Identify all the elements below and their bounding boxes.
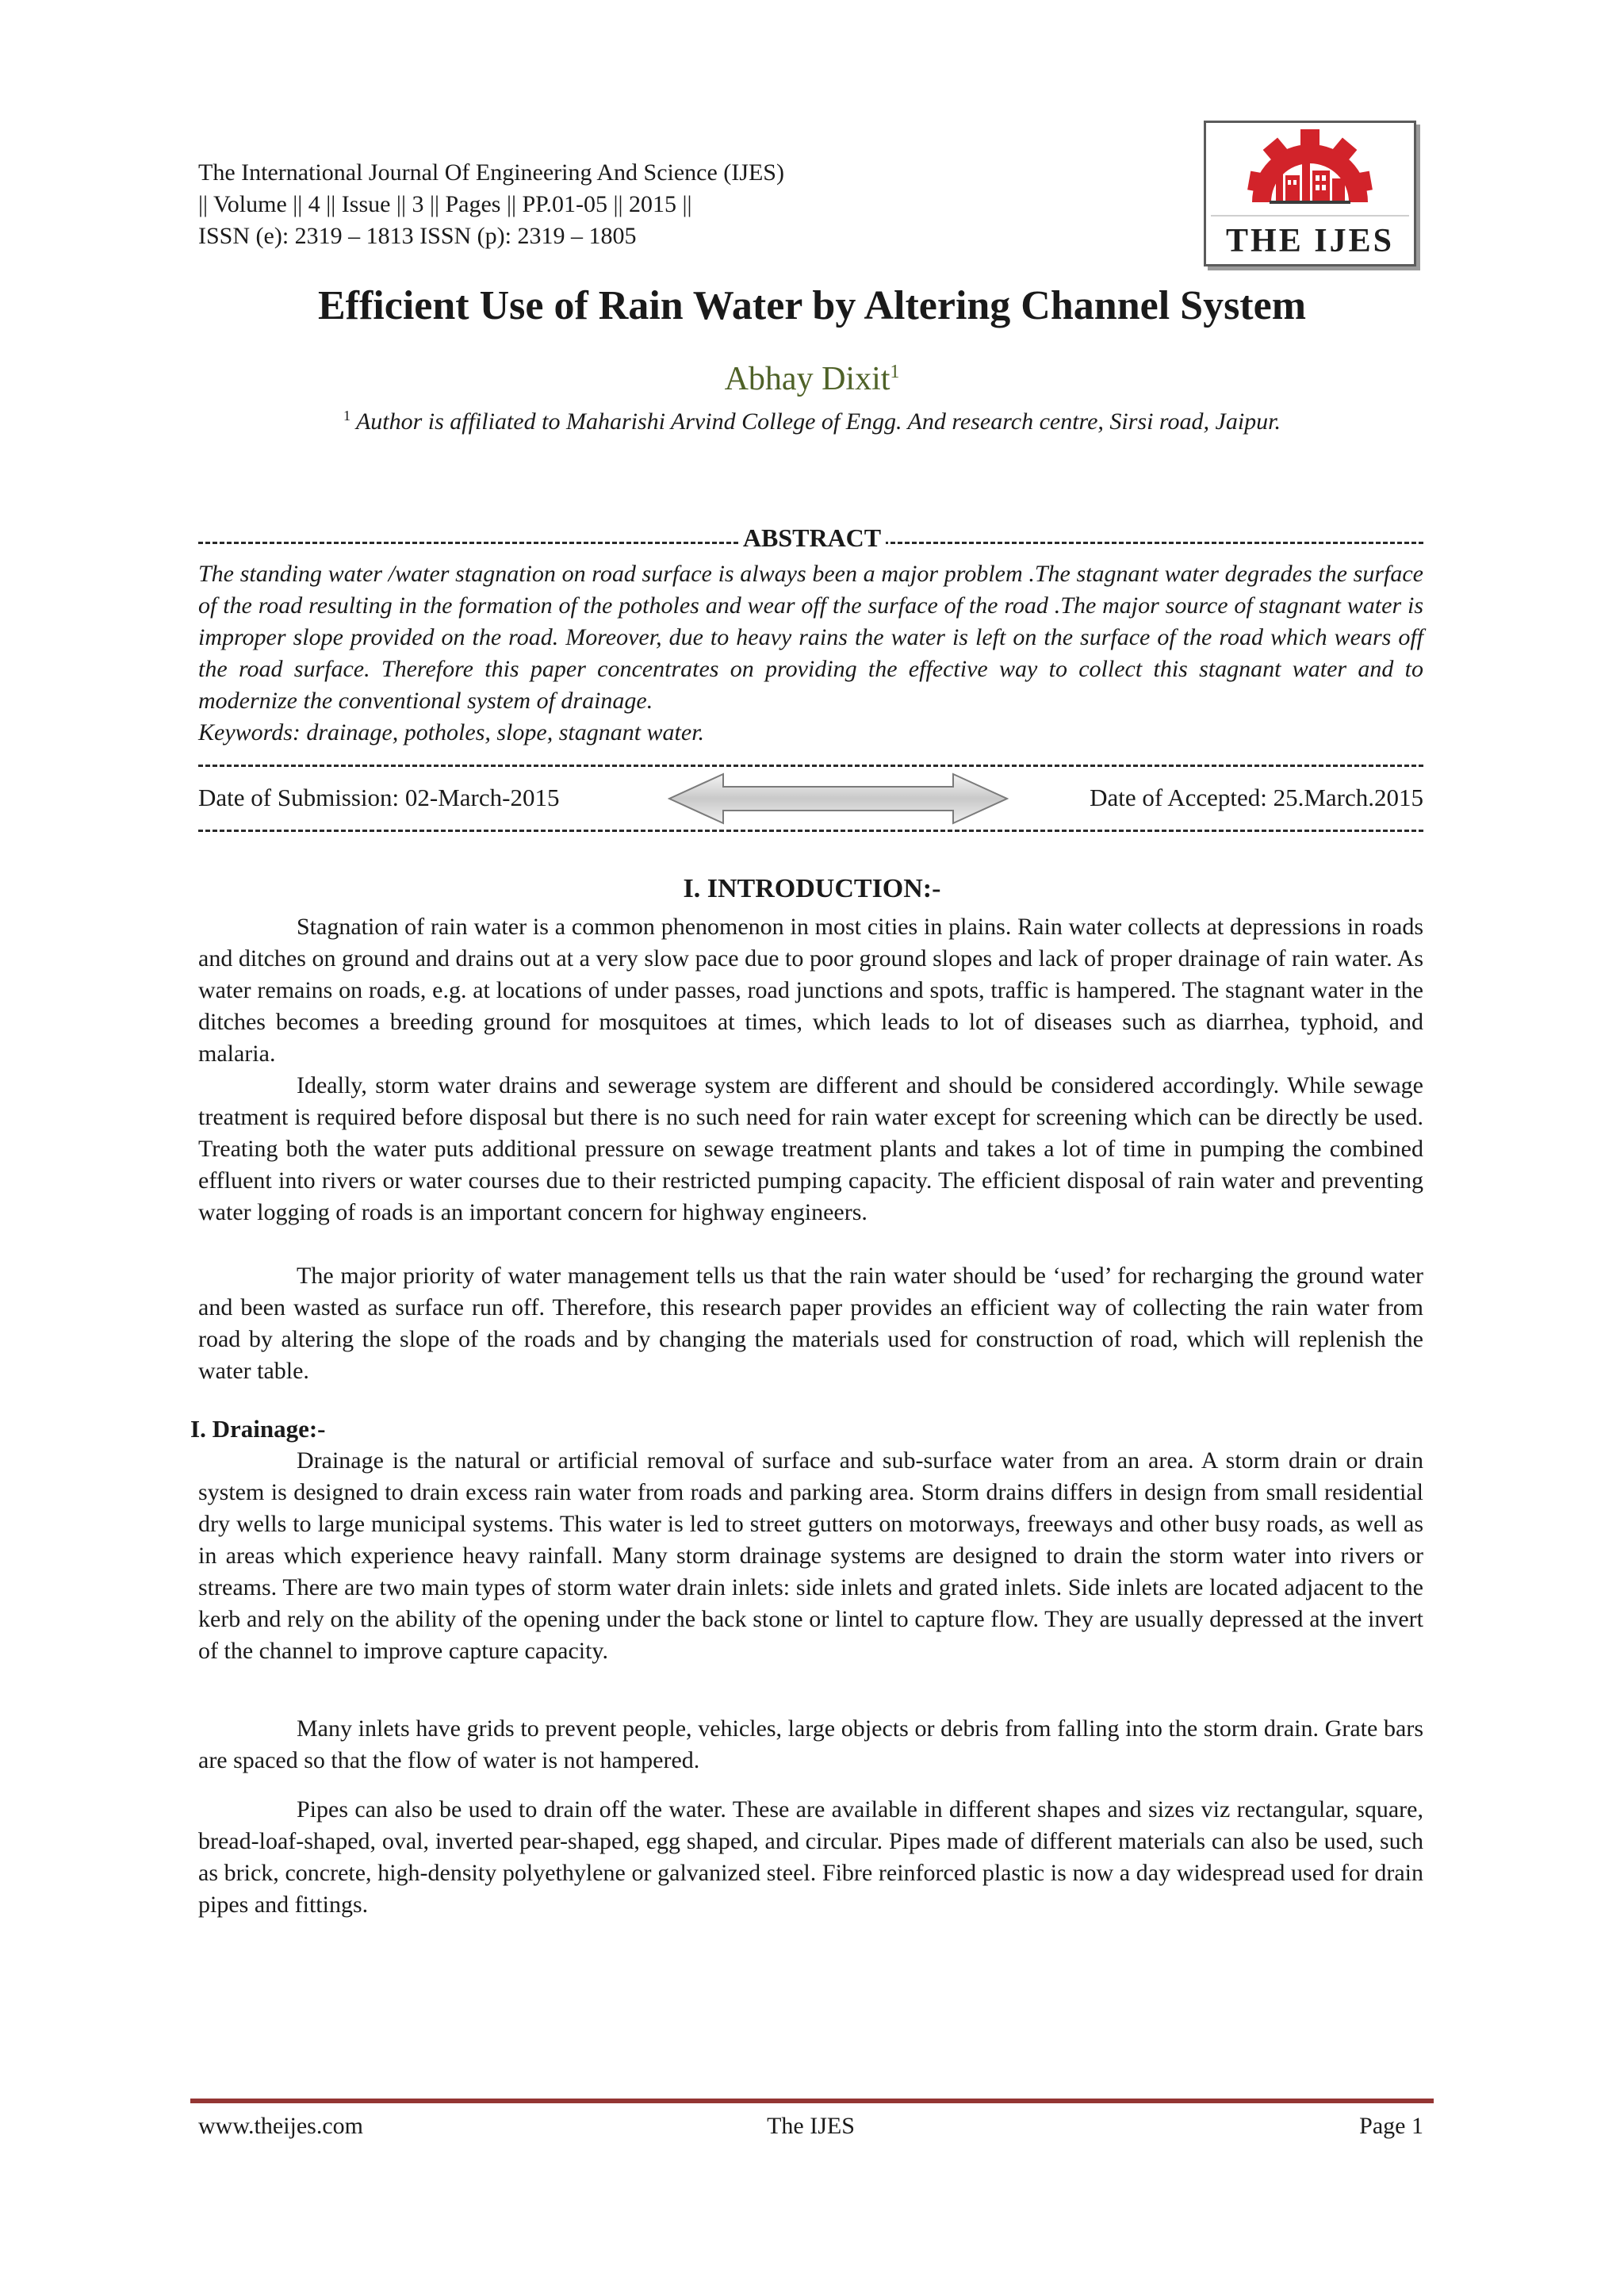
intro-paragraph-2: Ideally, storm water drains and sewerage system are different and should be considered accordingly. While sewage treatment is required before disposal but there is no such need for rain water except for screening which can be directly be used. Treating both the water puts additional pressure on sewage treatment plants and takes a lot of time in pumping the combined effluent into rivers or water courses due to their restricted pumping capacity. The efficient disposal of rain water and preventing water logging of roads is an important concern for highway engineers. <box>198 1072 1423 1225</box>
logo-text: THE IJES <box>1226 223 1394 259</box>
intro-paragraph-1: Stagnation of rain water is a common phenomenon in most cities in plains. Rain water collects at depressions in roads and ditches on ground and drains out at a very slow pace due to poor ground slopes and lack of proper drainage of rain water. As water remains on roads, e.g. at locations of under passes, road junctions and spots, traffic is hampered. The stagnant water in the ditches becomes a breeding ground for mosquitoes at times, which leads to lot of diseases such as diarrhea, typhoid, and malaria. <box>198 914 1423 1067</box>
dates-bottom-rule <box>198 830 1423 832</box>
abstract-heading: ABSTRACT <box>738 523 886 552</box>
drainage-paragraph-1: Drainage is the natural or artificial removal of surface and sub-surface water from an area. A storm drain or drain system is designed to drain excess rain water from roads and parking area. Storm drains differs in design from small residential dry wells to large municipal systems. This water is led to street gutters on motorways, freeways and other busy roads, as well as in areas which experience heavy rainfall. Many storm drainage systems are designed to drain the storm water into rivers or streams. There are two main types of storm water drain inlets: side inlets and grated inlets. Side inlets are located adjacent to the kerb and rely on the ability of the opening under the back stone or lintel to capture flow. They are usually depressed at the invert of the channel to improve capture capacity. <box>198 1447 1423 1664</box>
drainage-paragraph-2: Many inlets have grids to prevent people, vehicles, large objects or debris from falling into the storm drain. Grate bars are spaced so that the flow of water is not hampered. <box>198 1715 1423 1773</box>
double-arrow-icon <box>668 771 1009 826</box>
submission-date: Date of Submission: 02-March-2015 <box>198 784 560 811</box>
ijes-logo-graphic <box>1206 123 1414 264</box>
author-affiliation-line <box>0 408 1624 435</box>
ijes-logo <box>1204 121 1416 266</box>
journal-issn: ISSN (e): 2319 – 1813 ISSN (p): 2319 – 1805 <box>198 223 637 249</box>
drainage-heading: I. Drainage:- <box>190 1415 326 1443</box>
footer-journal: The IJES <box>767 2113 855 2139</box>
introduction-heading: I. INTRODUCTION:- <box>683 874 941 903</box>
journal-header <box>198 157 784 252</box>
footer-website: www.theijes.com <box>198 2113 364 2139</box>
journal-volume: || Volume || 4 || Issue || 3 || Pages || PP.01-05 || 2015 || <box>198 191 692 217</box>
abstract-text: The standing water /water stagnation on road surface is always been a major problem .The stagnant water degrades the surface of the road resulting in the formation of the potholes and wear off the surface of the road .The major source of stagnant water is improper slope provided on the road. Moreover, due to heavy rains the water is left on the surface of the road which wears off the road surface. Therefore this paper concentrates on providing the effective way to collect this stagnant water and to modernize the conventional system of drainage. <box>198 561 1423 714</box>
intro-paragraph-3: The major priority of water management tells us that the rain water should be ‘used’ for recharging the ground water and been wasted as surface run off. Therefore, this research paper provides an efficient way of collecting the rain water from road by altering the slope of the roads and by changing the materials used for construction of road, which will replenish the water table. <box>198 1263 1423 1384</box>
accepted-date: Date of Accepted: 25.March.2015 <box>1090 784 1423 811</box>
keywords: Keywords: drainage, potholes, slope, stagnant water. <box>198 719 705 746</box>
journal-name: The International Journal Of Engineering And Science (IJES) <box>198 159 784 186</box>
paper-title: Efficient Use of Rain Water by Altering Channel System <box>317 283 1307 328</box>
dates-top-rule <box>198 765 1423 767</box>
footer-page-number: Page 1 <box>1359 2113 1423 2139</box>
abstract-heading-wrap <box>0 523 1624 553</box>
author-superscript: 1 <box>890 362 900 382</box>
drainage-paragraph-3: Pipes can also be used to drain off the water. These are available in different shapes and sizes viz rectangular, square, bread-loaf-shaped, oval, inverted pear-shaped, egg shaped, and circular. Pipes made of different materials can also be used, such as brick, concrete, high-density polyethylene or galvanized steel. Fibre reinforced plastic is now a day widespread used for drain pipes and fittings. <box>198 1796 1423 1918</box>
dates-row <box>198 780 1423 815</box>
affiliation-superscript: 1 <box>343 408 350 424</box>
author-line <box>0 360 1624 398</box>
author-name: Abhay Dixit <box>724 361 891 397</box>
author-affiliation: Author is affiliated to Maharishi Arvind College of Engg. And research centre, Sirsi road, Jaipur. <box>355 408 1281 435</box>
footer-rule <box>190 2099 1434 2103</box>
